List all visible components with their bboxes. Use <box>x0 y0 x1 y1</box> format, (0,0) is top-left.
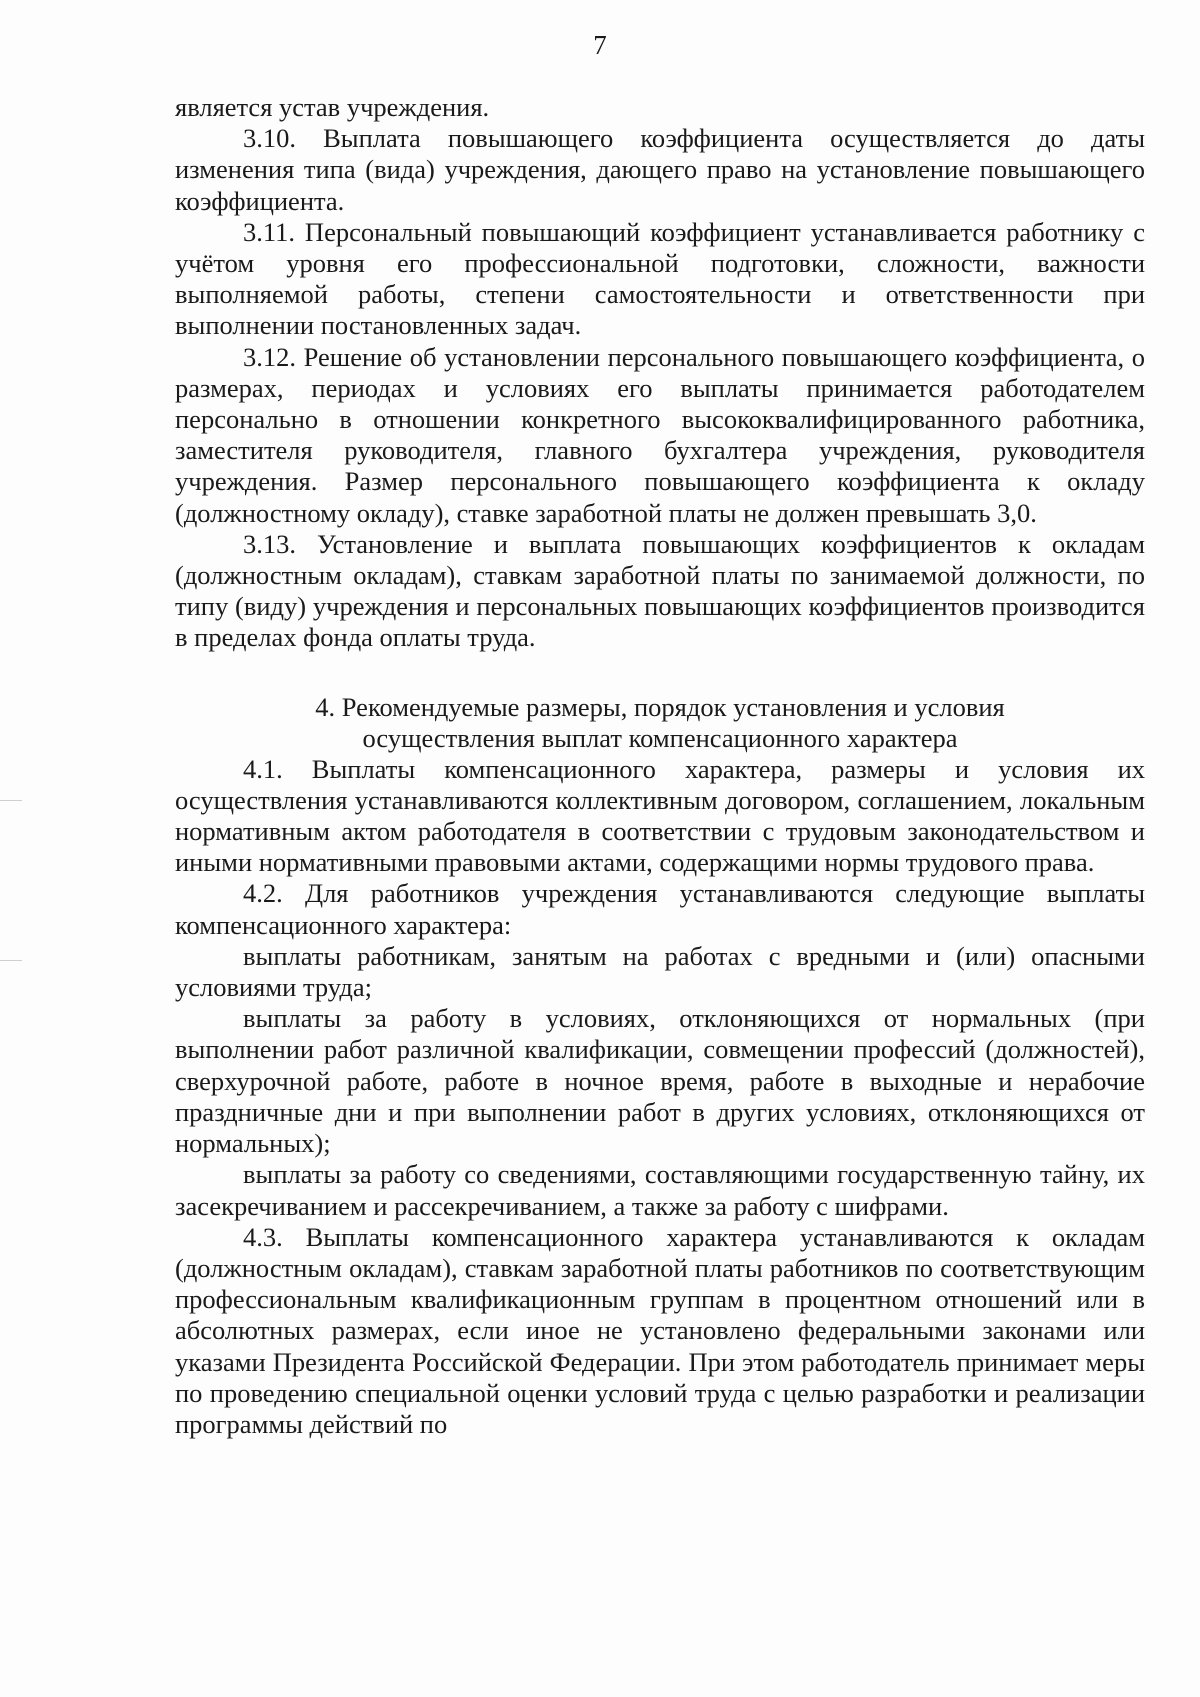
paragraph-4-2-item-harmful: выплаты работникам, занятым на работах с вредными и (или) опасными условиями труда; <box>175 940 1145 1003</box>
scan-edge-mark <box>0 960 22 961</box>
paragraph-4-2-item-secrets: выплаты за работу со сведениями, составляющими государственную тайну, их засекречиванием и рассекречиванием, а также за работу с шифрами. <box>175 1159 1145 1221</box>
paragraph-3-13: 3.13. Установление и выплата повышающих коэффициентов к окладам (должностным окладам), ставкам заработной платы по занимаемой должности, по типу (виду) учреждения и персональных повышающих коэффициентов производится в пределах фонда оплаты труда. <box>175 528 1145 653</box>
section-4-heading <box>175 692 1145 754</box>
paragraph-3-10: 3.10. Выплата повышающего коэффициента осуществляется до даты изменения типа (вида) учреждения, дающего право на установление повышающего коэффициента. <box>175 123 1145 216</box>
paragraph-3-12: 3.12. Решение об установлении персонального повышающего коэффициента, о размерах, периодах и условиях его выплаты принимается работодателем персонально в отношении конкретного высококвалифицированного работника, заместителя руководителя, главного бухгалтера учреждения, руководителя учреждения. Размер персонального повышающего коэффициента к окладу (должностному окладу), ставке заработной платы не должен превышать 3,0. <box>175 341 1145 528</box>
paragraph-4-1: 4.1. Выплаты компенсационного характера, размеры и условия их осуществления устанавливаются коллективным договором, соглашением, локальным нормативным актом работодателя в соответствии с трудовым законодательством и иными нормативными правовыми актами, содержащими нормы трудового права. <box>175 753 1145 878</box>
page-number: 7 <box>593 30 607 60</box>
section-4-heading-line-1: 4. Рекомендуемые размеры, порядок установления и условия <box>315 691 1005 722</box>
document-body <box>175 92 1145 1440</box>
paragraph-intro: является устав учреждения. <box>175 92 490 122</box>
paragraph-4-2-item-abnormal: выплаты за работу в условиях, отклоняющихся от нормальных (при выполнении работ различной квалификации, совмещении профессий (должностей), сверхурочной работе, работе в ночное время, работе в выходные и нерабочие праздничные дни и при выполнении работ в других условиях, отклоняющихся от нормальных); <box>175 1003 1145 1159</box>
paragraph-3-11: 3.11. Персональный повышающий коэффициент устанавливается работнику с учётом уровня его профессиональной подготовки, сложности, важности выполняемой работы, степени самостоятельности и ответственности при выполнении постановленных задач. <box>175 216 1145 341</box>
paragraph-4-2: 4.2. Для работников учреждения устанавливаются следующие выплаты компенсационного характера: <box>175 878 1145 940</box>
section-4-heading-line-2: осуществления выплат компенсационного характера <box>362 722 958 753</box>
scan-edge-mark <box>0 800 22 801</box>
paragraph-4-3: 4.3. Выплаты компенсационного характера устанавливаются к окладам (должностным окладам), ставкам заработной платы работников по соответствующим профессиональным квалификационным группам в процентном отношений или в абсолютных размерах, если иное не установлено федеральными законами или указами Президента Российской Федерации. При этом работодатель принимает меры по проведению специальной оценки условий труда с целью разработки и реализации программы действий по <box>175 1221 1145 1439</box>
